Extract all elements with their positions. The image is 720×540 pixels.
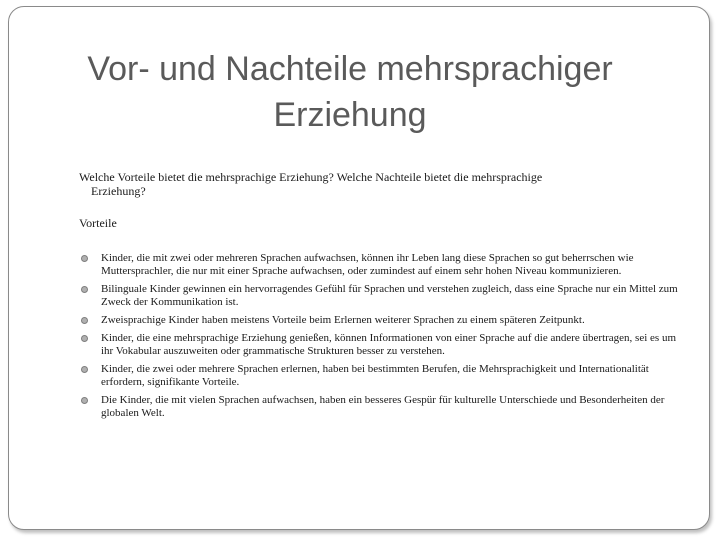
slide-title-line-1: Vor- und Nachteile mehrsprachiger (87, 50, 613, 88)
list-item (79, 394, 679, 420)
bullet-icon (81, 397, 88, 404)
list-item-text: Die Kinder, die mit vielen Sprachen aufwachsen, haben ein besseres Gespür für kulturelle Unterschiede und Besonderheiten der globalen Welt. (101, 394, 665, 419)
list-item-text: Zweisprachige Kinder haben meistens Vorteile beim Erlernen weiterer Sprachen zu einem späteren Zeitpunkt. (101, 314, 585, 326)
list-item (79, 363, 679, 389)
slide-title-line-2: Erziehung (273, 96, 427, 134)
bullet-icon (81, 335, 88, 342)
list-item (79, 283, 679, 309)
list-item (79, 252, 679, 278)
list-item-text: Kinder, die eine mehrsprachige Erziehung genießen, können Informationen von einer Sprache auf die andere übertragen, sei es um ihr Vokabular auszuweiten oder grammatische Strukturen besser zu verstehen. (101, 332, 676, 357)
slide-title (40, 46, 660, 138)
bullet-icon (81, 366, 88, 373)
advantages-list (79, 252, 679, 425)
list-item-text: Kinder, die mit zwei oder mehreren Sprachen aufwachsen, können ihr Leben lang diese Sprachen so gut beherrschen wie Muttersprachler, die nur mit einer Sprache aufwachsen, oder zumindest auf einem sehr hohen Niveau kommunizieren. (101, 252, 634, 277)
question-line-1: Welche Vorteile bietet die mehrsprachige Erziehung? Welche Nachteile bietet die mehrsprachige (79, 170, 543, 184)
bullet-icon (81, 286, 88, 293)
section-heading-vorteile: Vorteile (79, 216, 117, 230)
bullet-icon (81, 255, 88, 262)
list-item (79, 314, 679, 327)
list-item-text: Kinder, die zwei oder mehrere Sprachen erlernen, haben bei bestimmten Berufen, die Mehrsprachigkeit und Internationalität erfordern, signifikante Vorteile. (101, 363, 649, 388)
question-line-2: Erziehung? (91, 184, 146, 198)
list-item (79, 332, 679, 358)
question-text (79, 170, 671, 198)
list-item-text: Bilinguale Kinder gewinnen ein hervorragendes Gefühl für Sprachen und verstehen zugleich, dass eine Sprache nur ein Mittel zum Zweck der Kommunikation ist. (101, 283, 678, 308)
bullet-icon (81, 317, 88, 324)
